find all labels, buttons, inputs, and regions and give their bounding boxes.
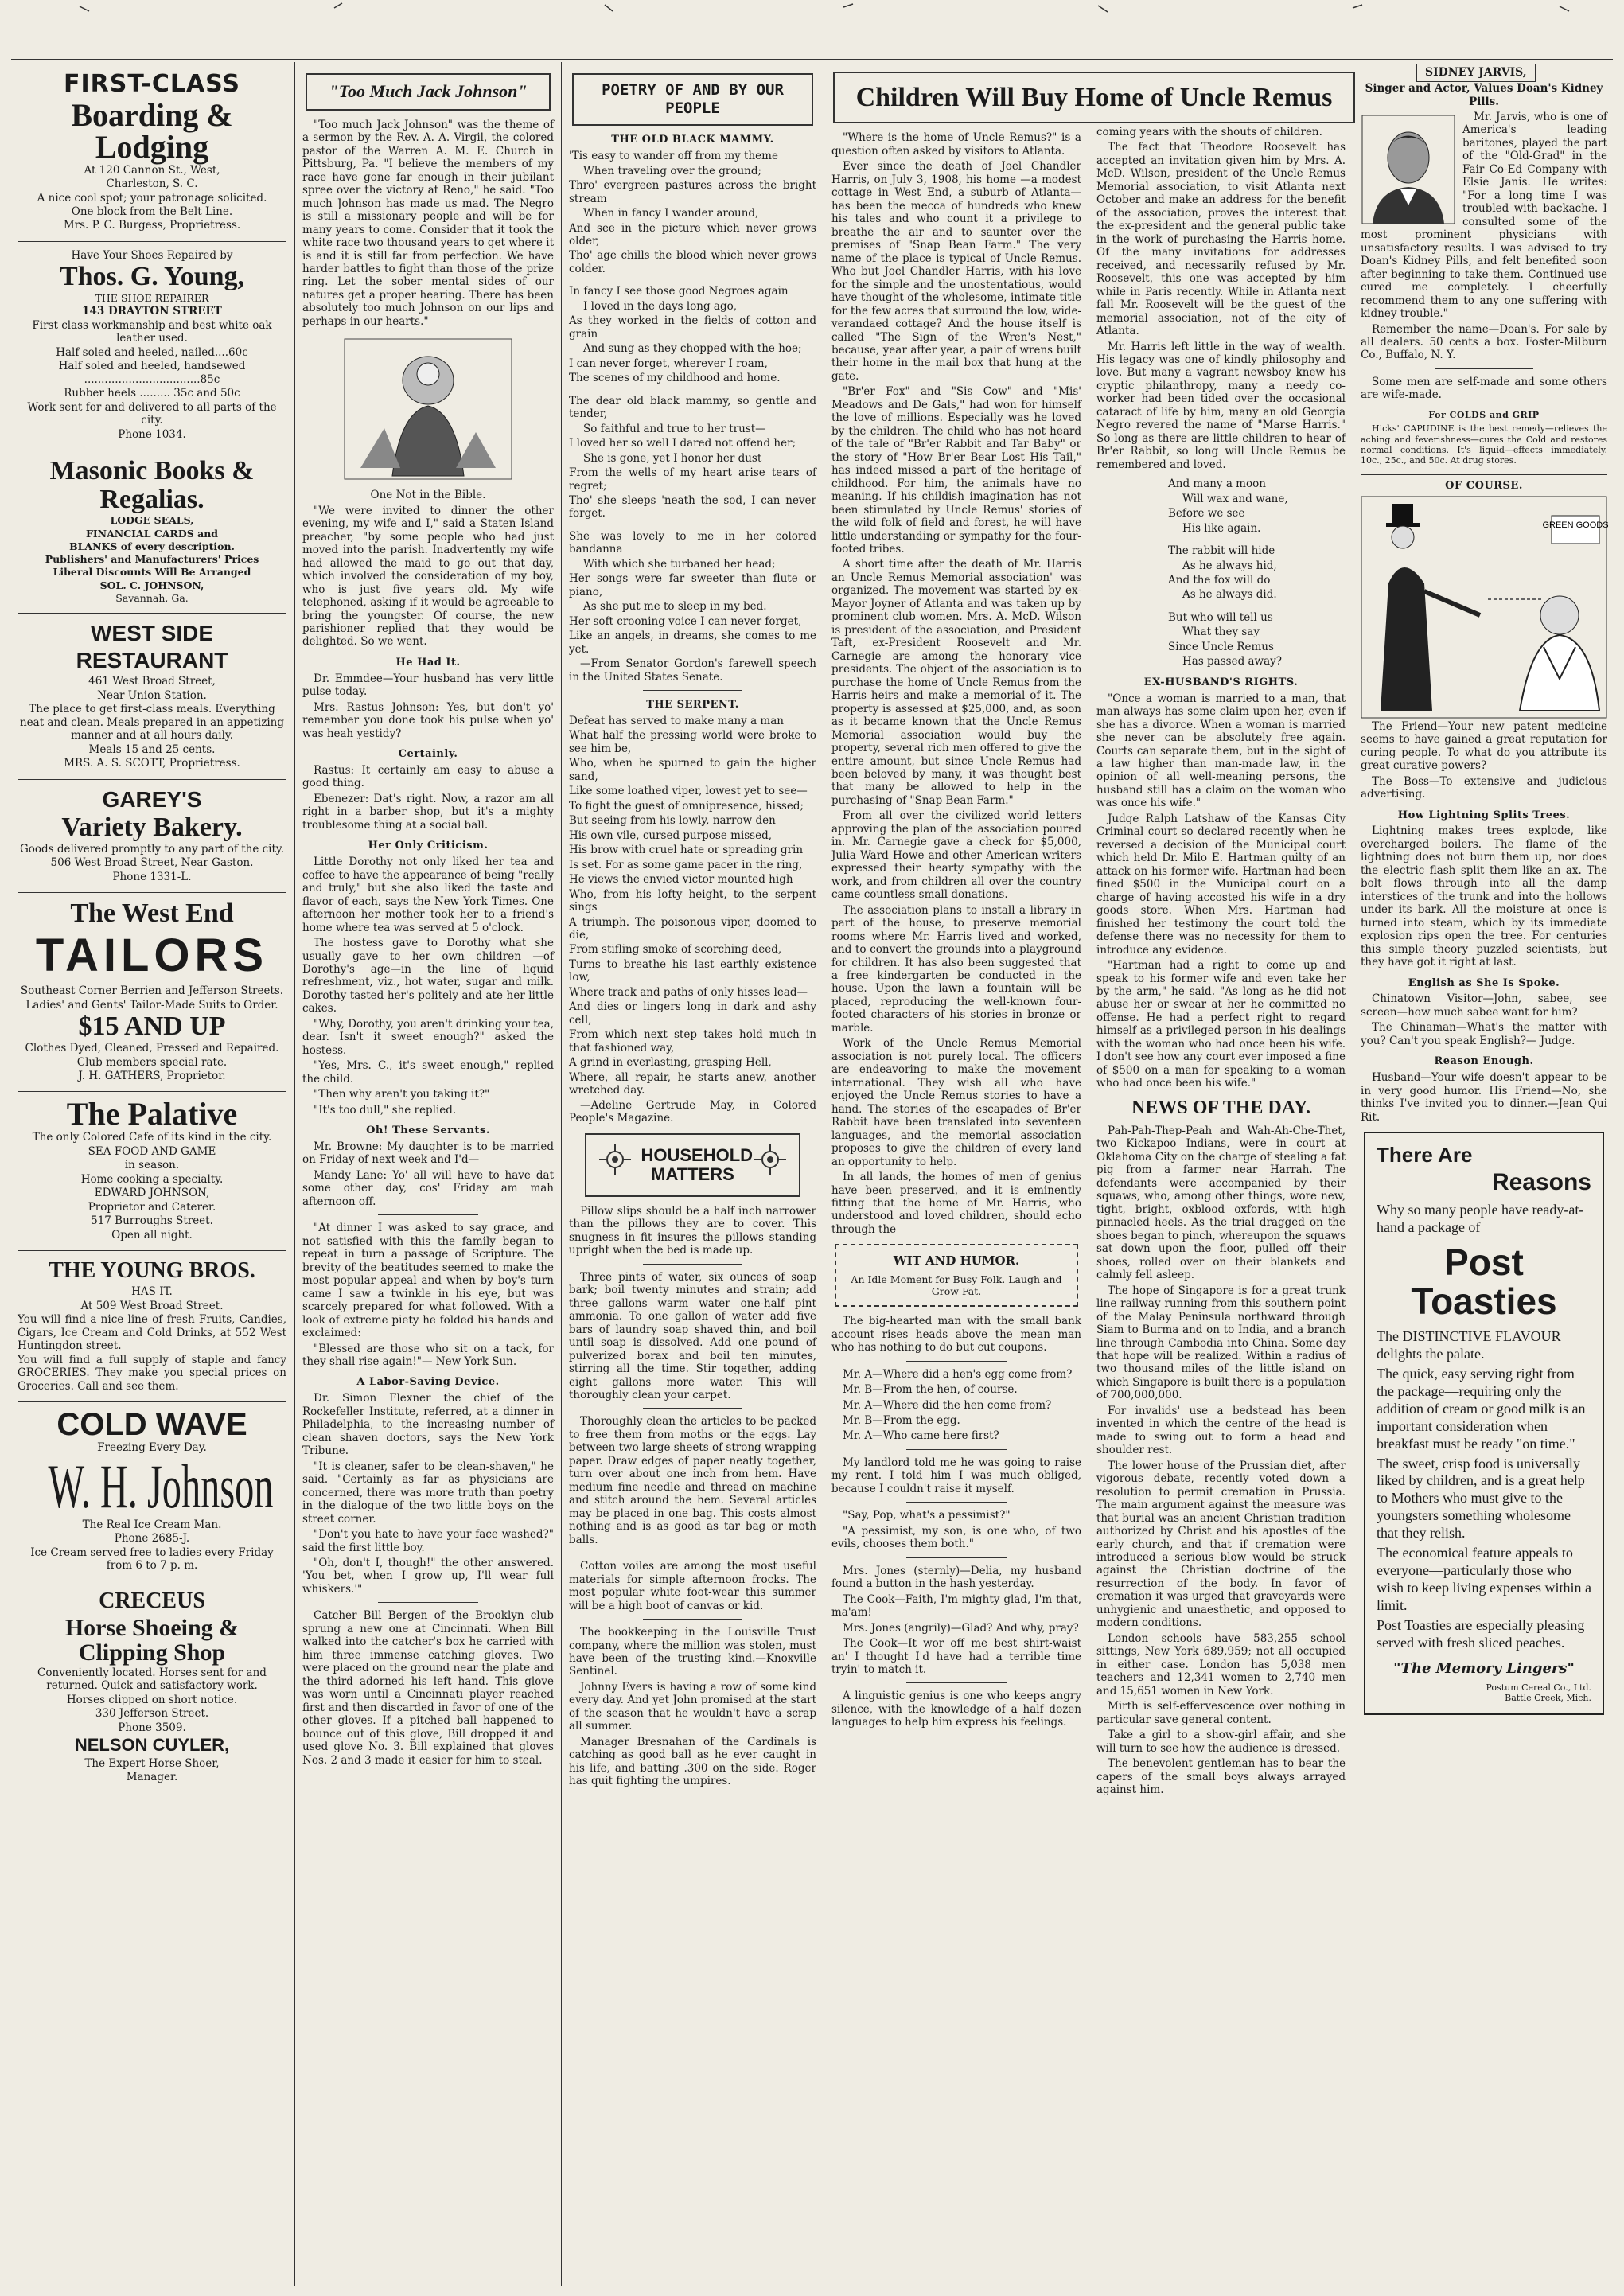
ad-line: Liberal Discounts Will Be Arranged	[53, 566, 251, 579]
ad-line: At 120 Cannon St., West,	[84, 163, 220, 177]
shoe-repair-ad	[18, 242, 286, 450]
ad-line: Work sent for and delivered to all parts of the city.	[27, 400, 277, 427]
ad-title: TAILORS	[35, 929, 269, 981]
article-paragraph: "Br'er Fox" and "Sis Cow" and "Mis' Meadows and De Gals," had won for himself the love of millions. Especially was he loved by the children. The child who has not heard of the tale of "Br'er Rabbit and Tar Baby" or the story of "How Br'er Bear Lost His Tail," has indeed missed a part of the heritage of childhood. For him, the animals have no meaning. If his childish imagination has not been stimulated by Uncle Remus' stories of the wild folk of field and forest, he will have little understanding or sympathy for the four-footed tribes.	[831, 385, 1081, 555]
ad-line: SEA FOOD AND GAME	[88, 1144, 216, 1158]
colds-ad-text: Hicks' CAPUDINE is the best remedy—relieves the aching and feverishness—cures the Cold and restores normal conditions. It's liquid—effects immediately. 10c., 25c., and 50c. At drug stores.	[1361, 423, 1607, 466]
article-paragraph: Pillow slips should be a half inch narrower than the pillows they are to cover. This snugness in fit insures the pillows standing upright when the bed is made up.	[569, 1204, 816, 1257]
article-paragraph: Take a girl to a show-girl affair, and she will turn to see how the audience is dressed.	[1096, 1729, 1346, 1755]
article-paragraph: Husband—Your wife doesn't appear to be in very good humor. His Friend—No, she thinks I've invited you to dinner.—Jean Qui Rit.	[1361, 1071, 1607, 1124]
ice-cream-ad	[18, 1402, 286, 1581]
poem-line: Her soft crooning voice I can never forget,	[569, 614, 802, 628]
restaurant-ad	[18, 614, 286, 780]
divider	[906, 1502, 1007, 1503]
article-paragraph: "It is cleaner, safer to be clean-shaven," he said. "Certainly as far as physicians are concerned, there was more truth than poetry in the dialogue of the two little boys on the street corner.	[302, 1460, 554, 1526]
poetry-column	[563, 64, 823, 2288]
preacher-illustration	[337, 333, 520, 484]
article-paragraph: The Cook—Faith, I'm mighty glad, I'm that, ma'am!	[831, 1592, 1081, 1620]
article-paragraph: "Too much Jack Johnson" was the theme of a sermon by the Rev. A. A. Virgil, the colored pastor of the Warren A. M. E. Church in Pittsburg, Pa. "I believe the members of my race have gone far enough in their jubilant spree over the victory at Reno," he said. "Too much Johnson has made us mad. The Negro is still a missionary people and will be for many years to come. Consider that it took the white race two thousand years to get where it is and it is still far from perfection. We have harder battles to fight than those of the prize ring. Let the sober mental sides of our natures get a proper hearing. There has been absolutely too much Johnson on our lips and perhaps in our hearts."	[302, 118, 554, 328]
poem-line: But seeing from his lowly, narrow den	[569, 814, 776, 828]
article-paragraph: Rastus: It certainly am easy to abuse a good thing.	[302, 764, 554, 790]
poem-line: A triumph. The poisonous viper, doomed to die,	[569, 915, 816, 941]
article-paragraph: The bookkeeping in the Louisville Trust company, where the million was stolen, must have been of the trusting kind.—Knoxville Sentinel.	[569, 1626, 816, 1678]
doans-ad-subheadline: Singer and Actor, Values Doan's Kidney Pills.	[1365, 82, 1603, 108]
article-paragraph: The hope of Singapore is for a great trunk line railway running from this southern point of the Malay Peninsula northward through Siam to Burma and on to India, and a branch line through Cambodia into China. Some day that hope will be realized. Within a radius of two thousand miles of the little island on which Singapore is built there is a population of 700,000,000.	[1096, 1284, 1346, 1402]
household-banner	[585, 1133, 800, 1197]
poem-line: Thro' evergreen pastures across the bright stream	[569, 179, 816, 205]
article-paragraph: Thoroughly clean the articles to be packed to free them from moths or the eggs. Lay between two large sheets of strong wrapping paper. Draw edges of paper neatly together, turn over about one inch from hem. Have medium fine needle and thread on machine and stitch around the hem. Several articles may be placed in one bag. This costs almost nothing and is as good as tar bag or moth balls.	[569, 1415, 816, 1546]
poem-line: Will wax and wane,	[1182, 492, 1288, 505]
ad-line: Club members special rate.	[76, 1055, 228, 1069]
jack-johnson-column	[296, 64, 560, 2288]
poem-line: In fancy I see those good Negroes again	[569, 285, 789, 298]
young-bros-ad	[18, 1251, 286, 1402]
ad-line: Savannah, Ga.	[115, 591, 189, 604]
ad-line: Freezing Every Day.	[97, 1441, 207, 1455]
ad-line: 330 Jefferson Street.	[95, 1707, 209, 1721]
ad-line: Near Union Station.	[97, 688, 207, 702]
ads-right-column	[1354, 64, 1614, 2288]
article-paragraph: A short time after the death of Mr. Harris an Uncle Remus Memorial association" was organized. The movement was started by ex-Mayor Joyner of Atlanta and was taken up by prominent club women. Mrs. A. McD. Wilson is president of the association, and President Taft, ex-President Roosevelt and Mr. Carnegie are among the honorary vice presidents. The object of the association is to purchase the home of Uncle Remus from the Harris heirs and make a memorial of it. The property is assessed at $25,000, and, as soon as it became known that the Uncle Remus Memorial association would buy the property, several rich men offered to give the entire amount, but since Uncle Remus had been beloved by many, it was thought best that many be allowed to help in the purchasing of "Snap Bean Farm."	[831, 558, 1081, 807]
poem-spacer	[569, 387, 816, 393]
article-paragraph: The association plans to install a library in part of the house, to preserve memorial rooms where Mr. Harris lived and worked, and to convert the grounds into a playground for children. It has also been suggested that a free kindergarten be conducted in the house. Upon the lawn a fountain will be placed, reproducing the well-known four-footed characters of his stories in bronze or marble.	[831, 903, 1081, 1035]
divider	[378, 1602, 478, 1603]
article-paragraph: "Once a woman is married to a man, that man always has some claim upon her, even if she has a divorce. When a woman is married she never can be absolutely free again. Courts can separate them, but in the sight of a law higher than man-made law, in the opinion of all well-meaning persons, the husband still has a claim on the woman who was once his wife."	[1096, 692, 1346, 810]
divider	[906, 1361, 1007, 1362]
divider	[906, 1449, 1007, 1450]
article-paragraph: "We were invited to dinner the other evening, my wife and I," said a Staten Island preacher, "by some people who had just moved into the parish. Inadvertently my wife had allowed the maid to go out that day, which involved the consideration of my boy, who is just five years old. My wife telephoned, asking if it would be agreeable to bring the youngster. Of course, the new parishioner replied that they would be delighted. So we went.	[302, 504, 554, 649]
ad-line: The Real Ice Cream Man.	[82, 1518, 222, 1531]
pt-text: The DISTINCTIVE FLAVOUR delights the palate.	[1377, 1327, 1561, 1362]
poem-spacer	[1168, 603, 1346, 610]
article-paragraph: "Blessed are those who sit on a tack, for they shall rise again!"— New York Sun.	[302, 1342, 554, 1369]
pt-text: The quick, easy serving right from the package—requiring only the addition of cream or good milk is an important consideration when breakfast must be ready "on time."	[1377, 1365, 1586, 1452]
poem-line: From which next step takes hold much in that fashioned way,	[569, 1028, 816, 1054]
article-paragraph: "Hartman had a right to come up and speak to his former wife and even take her by the arm," he said. "As long as he did not abuse her or swear at her he committed no offense. He had a perfect right to regard himself as a privileged person in his dealings with the woman who had once been his wife. I don't see how any court ever imposed a fine of $500 on a man for speaking to a woman who had once been his wife."	[1096, 959, 1346, 1090]
section-heading: Reason Enough.	[1434, 1055, 1534, 1068]
article-paragraph: "A pessimist, my son, is one who, of two evils, chooses them both."	[831, 1524, 1081, 1551]
poem-line: Who, when he spurned to gain the higher sand,	[569, 757, 816, 783]
boarding-ad	[18, 64, 286, 242]
ad-price: $15 AND UP	[78, 1012, 226, 1042]
ad-line: Ladies' and Gents' Tailor-Made Suits to Order.	[25, 998, 278, 1012]
article-paragraph: The Boss—To extensive and judicious advertising.	[1361, 774, 1607, 801]
poem-line: She was lovely to me in her colored bandanna	[569, 529, 816, 556]
poem-title: THE OLD BLACK MAMMY.	[611, 134, 774, 146]
wit-humor-box	[835, 1244, 1078, 1307]
article-paragraph: Mr. B—From the egg.	[843, 1413, 960, 1427]
ad-title: RESTAURANT	[76, 648, 228, 673]
pt-text: The economical feature appeals to everyone—particularly those who wish to keep living expenses within a limit.	[1377, 1545, 1591, 1614]
ad-title: CRECEUS	[99, 1588, 205, 1614]
ad-title: Clipping Shop	[78, 1639, 226, 1666]
ad-line: Horses clipped on short notice.	[66, 1693, 238, 1706]
article-paragraph: "Say, Pop, what's a pessimist?"	[843, 1509, 1011, 1522]
article-paragraph: Mr. A—Where did a hen's egg come from?	[843, 1367, 1073, 1381]
article-paragraph: Little Dorothy not only liked her tea and coffee to have the appearance of being "really and truly," but she also liked the taste and flavor of each, says the New York Times. One afternoon her mother took her to a friend's home where tea was served at 5 o'clock.	[302, 856, 554, 934]
poem-line: He views the envied victor mounted high	[569, 873, 793, 887]
pt-slogan: "The Memory Lingers"	[1393, 1660, 1575, 1678]
ad-line: THE SHOE REPAIRER	[95, 292, 209, 305]
article-paragraph: Mandy Lane: Yo' all will have to have dat some other day, cos' Friday am mah afternoon off.	[302, 1168, 554, 1208]
article-paragraph: Lightning makes trees explode, like overcharged boilers. The flame of the lightning does not burn them up, nor does the electric flash split them like an ax. The bolt flows through into all the damp interstices of the trunk and into the hollows under its bark. All the moisture at once is turned into steam, which by its immediate explosion rips open the tree. For centuries this simple theory puzzled scientists, but they have got it right at last.	[1361, 824, 1607, 969]
flower-ornament-icon	[746, 1140, 794, 1179]
poem-line: Turns to breathe his last earthly existence low,	[569, 957, 816, 984]
poem-spacer	[1168, 536, 1346, 543]
ad-line: Meals 15 and 25 cents.	[88, 743, 216, 756]
poem-line: What they say	[1182, 626, 1260, 639]
poem-line: Is set. For as some game pacer in the ring,	[569, 858, 803, 871]
article-paragraph: Mr. A—Where did the hen come from?	[843, 1398, 1052, 1412]
ad-line: Phone 3509.	[118, 1721, 186, 1734]
uncle-remus-headline: Children Will Buy Home of Uncle Remus	[833, 72, 1355, 123]
poem-line: As she put me to sleep in my bed.	[583, 600, 767, 614]
section-heading: OF COURSE.	[1361, 474, 1607, 493]
poem-line: When traveling over the ground;	[583, 164, 762, 177]
ad-line: At 509 West Broad Street.	[80, 1299, 224, 1312]
ad-line: Ice Cream served free to ladies every Friday from 6 to 7 p. m.	[30, 1546, 274, 1572]
article-paragraph: Manager Bresnahan of the Cardinals is catching as good ball as he ever caught in his life, and batting .300 on the side. Roger has quit fighting the umpires.	[569, 1735, 816, 1788]
article-paragraph: Chinatown Visitor—John, sabee, see screen—how much sabee want for him?	[1361, 992, 1607, 1019]
pt-text: Why so many people have ready-at-hand a package of	[1377, 1202, 1584, 1236]
ads-column	[11, 64, 293, 2288]
section-heading: He Had It.	[395, 656, 461, 669]
article-paragraph: The hostess gave to Dorothy what she usually gave to her own children —of Dorothy's age—in the line of liquid refreshment, viz., hot water, sugar and milk. Dorothy tasted her's politely and ate her little cakes.	[302, 937, 554, 1015]
bakery-ad	[18, 780, 286, 893]
pt-maker: Battle Creek, Mich.	[1505, 1693, 1591, 1704]
article-paragraph: Pah-Pah-Thep-Peah and Wah-Ah-Che-Thet, two Kickapoo Indians, were in court at Oklahoma City on the charge of stealing a fat pig from a farmer near Harrah. The defendants were accompanied by their squaws, who, among other things, wore new, tight, bright, oxblood oxfords, with high pinnacled heels. As the trial dragged on the shoes began to pinch, whereupon the squaws sat down upon the floor, pulled off their shoes, rolled over on their blankets and calmly fell asleep.	[1096, 1125, 1346, 1282]
poem-spacer	[569, 277, 816, 283]
ad-line: MRS. A. S. SCOTT, Proprietress.	[64, 757, 240, 770]
ad-line: Phone 1331-L.	[112, 870, 192, 883]
ad-line: 517 Burroughs Street.	[91, 1214, 213, 1228]
ad-line: SOL. C. JOHNSON,	[99, 579, 204, 591]
poem-line: The scenes of my childhood and home.	[569, 372, 781, 385]
cartoon-illustration	[1361, 496, 1607, 719]
poem-line: I can never forget, wherever I roam,	[569, 357, 768, 370]
article-paragraph: Johnny Evers is having a row of some kind every day. And yet John promised at the start of the season that he wouldn't have a scrap all summer.	[569, 1680, 816, 1733]
ad-line: You will find a full supply of staple and fancy GROCERIES. They make you special prices on Groceries. Call and see them.	[18, 1353, 286, 1393]
ad-title: Thos. G. Young,	[59, 262, 245, 292]
poem-line: As he always hid,	[1182, 559, 1277, 572]
section-heading: EX-HUSBAND'S RIGHTS.	[1143, 676, 1299, 688]
divider	[1435, 368, 1533, 369]
poem-line: As he always did.	[1182, 588, 1277, 602]
article-paragraph: Mr. Harris left little in the way of wealth. His legacy was one of kindly philosophy and love. But many a vagrant newsboy knew his cryptic philanthropy, many a needy co-worker had been tided over the occasional cataract of life by him, many an old Georgia Negro revered the name of "Marse Harris." So long as there are little children to hear of Br'er Rabbit, so long will Uncle Remus be remembered and loved.	[1096, 340, 1346, 471]
ad-line: 461 West Broad Street,	[88, 675, 216, 688]
poem-line: Has passed away?	[1182, 655, 1283, 669]
wit-headline: WIT AND HUMOR.	[893, 1253, 1020, 1269]
article-paragraph: The lower house of the Prussian diet, after vigorous debate, recently voted down a resolution to permit cremation in Prussia. The main argument against the measure was that burial was an ancient Christian tradition authorized by Christ and his apostles of the early church, and that if cremation were introduced a serious blow would be struck against the Christian doctrine of the resurrection of the body. In favor of cremation it was urged that graveyards were unhygienic and unaesthetic, and opposed to modern conditions.	[1096, 1459, 1346, 1630]
cartoon-sign-label: GREEN GOODS	[1542, 520, 1609, 530]
article-paragraph: "At dinner I was asked to say grace, and not satisfied with this the family began to repeat in turn a passage of Scripture. The brevity of the beatitudes seemed to make the most popular appeal and when by boy's turn came I saw a twinkle in his eye, but was scarcely prepared for what followed. With a look of extreme piety he folded his hands and exclaimed:	[302, 1222, 554, 1340]
poem-line: But who will tell us	[1168, 610, 1273, 624]
horse-shoeing-ad	[18, 1581, 286, 1792]
article-paragraph: Ebenezer: Dat's right. Now, a razor am all right in a barber shop, but it's a mighty troublesome thing at a social ball.	[302, 792, 554, 832]
ad-line: Manager.	[126, 1771, 178, 1784]
ad-line: LODGE SEALS,	[110, 514, 194, 527]
poem-line: I loved her so well I dared not offend her;	[569, 437, 796, 450]
section-heading: Oh! These Servants.	[366, 1125, 490, 1137]
ad-line: Half soled and heeled, nailed....60c	[56, 345, 248, 359]
article-paragraph: The big-hearted man with the small bank account rises heads above the mean man who has nothing to do but cut coupons.	[831, 1315, 1081, 1355]
ad-line: One block from the Belt Line.	[71, 205, 233, 218]
poem-line: As they worked in the fields of cotton and grain	[569, 314, 816, 341]
doans-ad-headline: SIDNEY JARVIS,	[1416, 64, 1536, 82]
article-paragraph: "Yes, Mrs. C., it's sweet enough," replied the child.	[302, 1059, 554, 1086]
news-headline: NEWS OF THE DAY.	[1131, 1097, 1310, 1118]
article-paragraph: Dr. Emmdee—Your husband has very little pulse today.	[302, 672, 554, 699]
poem-credit: —From Senator Gordon's farewell speech in the United States Senate.	[569, 657, 816, 684]
article-paragraph: "Don't you hate to have your face washed?" said the first little boy.	[302, 1528, 554, 1554]
poem-line: Before we see	[1168, 507, 1245, 520]
ad-line: FINANCIAL CARDS and	[85, 527, 219, 540]
article-paragraph: Mr. A—Who came here first?	[843, 1429, 999, 1443]
article-paragraph: Ever since the death of Joel Chandler Harris, on July 3, 1908, his home —a modest cottage in West End, a suburb of Atlanta—has been the mecca of hundreds who knew his tales and who count it a privilege to breathe the air and to saunter over the premises of "Snap Bean Farm." The very name of the place is typical of Uncle Remus. Who but Joel Chandler Harris, with his love for the simple and the unostentatious, would have thought of the wholesome, intimate title for the few acres that surround the low, wide-verandaed cottage? And the house itself is called "The Sign of the Wren's Nest," because, year after year, a pair of wrens built their home in the mail box that hung at the gate.	[831, 160, 1081, 383]
divider	[906, 1682, 1007, 1683]
ad-line: Have Your Shoes Repaired by	[71, 248, 233, 262]
article-paragraph: "Oh, don't I, though!" the other answered. 'You bet, when I grow up, I'll wear full whiskers.'"	[302, 1556, 554, 1596]
poem-line: His own vile, cursed purpose missed,	[569, 828, 773, 842]
article-paragraph: The Friend—Your new patent medicine seems to have gained a great reputation for curing people. To what do you attribute its great curative powers?	[1361, 719, 1607, 773]
ad-line: in season.	[124, 1159, 180, 1172]
ad-line: J. H. GATHERS, Proprietor.	[78, 1070, 226, 1082]
article-paragraph: Mr. B—From the hen, of course.	[843, 1383, 1018, 1397]
ad-title: The West End	[70, 899, 234, 928]
remus-continued-column	[1090, 126, 1352, 2288]
masonic-ad	[18, 450, 286, 614]
article-paragraph: coming years with the shouts of children.	[1096, 126, 1322, 138]
column-rule	[294, 62, 295, 2286]
post-toasties-ad	[1364, 1132, 1604, 1715]
poetry-headline: POETRY OF AND BY OUR PEOPLE	[572, 73, 813, 126]
ad-line: Phone 1034.	[118, 427, 186, 441]
pt-text: Post Toasties are especially pleasing served with fresh sliced peaches.	[1377, 1617, 1585, 1651]
pt-maker: Postum Cereal Co., Ltd.	[1486, 1682, 1591, 1693]
article-paragraph: Mrs. Jones (angrily)—Glad? And why, pray?	[843, 1621, 1079, 1635]
article-paragraph: Mirth is self-effervescence over nothing in particular save general content.	[1096, 1700, 1346, 1726]
article-paragraph: Work of the Uncle Remus Memorial association is not purely local. The officers are endeavoring to make the movement international. They wish all who have enjoyed the Uncle Remus stories to have a hand. The stories of the escapades of Br'er Rabbit have been translated into seventeen languages, and the memorial association proposes to give the children of every land an opportunity to help.	[831, 1037, 1081, 1168]
ad-line: Open all night.	[111, 1228, 193, 1242]
ad-line: HAS IT.	[131, 1285, 173, 1299]
poem-line: From stifling smoke of scorching deed,	[569, 943, 782, 957]
article-paragraph: A linguistic genius is one who keeps angry silence, with the knowledge of a half dozen languages to help him express his feelings.	[831, 1690, 1081, 1729]
pt-headline: There Are	[1377, 1143, 1473, 1167]
poem-line: With which she turbaned her head;	[583, 557, 776, 571]
article-paragraph: In all lands, the homes of men of genius have been preserved, and it is eminently fitting that the home of Mr. Harris, who understood and loved children, should echo through the	[831, 1171, 1081, 1236]
article-paragraph: Dr. Simon Flexner the chief of the Rockefeller Institute, referred, at a dinner in Philadelphia, to the increasing number of clean shaven doctors, says the New York Tribune.	[302, 1392, 554, 1458]
article-paragraph: Three pints of water, six ounces of soap bark; boil twenty minutes and strain; add three gallons warm water one-half pint ammonia. To one gallon of water add five bars of laundry soap shaved thin, and boil until soap is dissolved. Add one pound of pulverized borax and boil ten minutes, stirring all the time. Stir together, adding eight gallons more water. This will thoroughly clean your carpet.	[569, 1270, 816, 1401]
poem-line: She is gone, yet I honor her dust	[583, 451, 762, 465]
remus-poem	[1096, 478, 1346, 669]
divider	[643, 1408, 742, 1409]
ad-title: The Palative	[66, 1096, 238, 1132]
poem-line: Tho' she sleeps 'neath the sod, I can never forget.	[569, 493, 816, 520]
ad-line: Charleston, S. C.	[106, 177, 198, 191]
ad-title: Boarding & Lodging	[71, 96, 233, 165]
poem-line: Tho' age chills the blood which never grows colder.	[569, 249, 816, 275]
top-rule	[11, 59, 1613, 60]
ad-title: Horse Shoeing &	[64, 1614, 240, 1641]
divider	[643, 690, 742, 691]
section-heading: English as She Is Spoke.	[1408, 976, 1560, 989]
poem-line: What half the pressing world were broke to see him be,	[569, 729, 816, 755]
article-paragraph: "Where is the home of Uncle Remus?" is a question often asked by visitors to Atlanta.	[831, 131, 1081, 158]
pt-headline: Reasons	[1491, 1168, 1591, 1195]
ad-line: The place to get first-class meals. Everything neat and clean. Meals prepared in an appetizing manner and at all hours daily.	[19, 703, 285, 743]
colds-ad-headline: For COLDS and GRIP	[1428, 409, 1540, 420]
article-paragraph: The Cook—It wor off me best shirt-waist an' I thought I'd have had a terrible time tryin' to match it.	[831, 1637, 1081, 1677]
article-paragraph: Cotton voiles are among the most useful materials for simple afternoon frocks. The most popular white foot-wear this summer will be a high boot of canvas or kid.	[569, 1560, 816, 1612]
article-headline: "Too Much Jack Johnson"	[306, 73, 551, 111]
ad-title: Regalias.	[99, 484, 204, 514]
section-heading: A Labor-Saving Device.	[356, 1376, 500, 1389]
article-paragraph: For invalids' use a bedstead has been invented in which the centre of the head is made to swing out to form a head and shoulder rest.	[1096, 1404, 1346, 1457]
divider	[643, 1619, 742, 1620]
article-paragraph: Judge Ralph Latshaw of the Kansas City Criminal court so declared recently when he reversed a decision of the Municipal court which held Dr. Milo E. Hartman guilty of an attack on his former wife. Hartman had been fined $500 in the Municipal court on a charge of having accosted his wife in a dry goods store. When Mrs. Hartman had finished her testimony the court told the defense there was no necessity for them to introduce any evidence.	[1096, 812, 1346, 957]
poem-line: And see in the picture which never grows older,	[569, 221, 816, 248]
cafe-ad	[18, 1092, 286, 1251]
poem-credit: —Adeline Gertrude May, in Colored People's Magazine.	[569, 1098, 816, 1125]
section-heading: How Lightning Splits Trees.	[1397, 809, 1571, 821]
poem-line: From the wells of my heart arise tears of regret;	[569, 466, 816, 493]
doans-ad-text: Mr. Jarvis, who is one of America's leading baritones, played the part of the "Old-Grad" in the Fair Co-Ed Company with Elsie Janis. He writes: "For a long time I was troubled with backache. I consulted some of the most prominent physicians with unsatisfactory results. I was advised to try Doan's Kidney Pills, and felt benefited soon after beginning to take them. Continued use cured me completely. I cheerfully recommend them to any one suffering with kidney trouble."	[1361, 111, 1607, 321]
doans-ad-text: Remember the name—Doan's. For sale by all dealers. 50 cents a box. Foster-Milburn Co., Buffalo, N. Y.	[1361, 322, 1607, 362]
ad-line: The only Colored Cafe of its kind in the city.	[32, 1131, 272, 1144]
article-paragraph: Mr. Browne: My daughter is to be married on Friday of next week and I'd—	[302, 1140, 554, 1167]
ad-title: FIRST-CLASS	[63, 70, 241, 98]
illustration-caption: One Not in the Bible.	[370, 489, 486, 502]
ad-title: COLD WAVE	[56, 1407, 247, 1443]
ad-title: Variety Bakery.	[61, 812, 243, 842]
ad-line: Goods delivered promptly to any part of the city.	[19, 842, 285, 856]
ad-line: Clothes Dyed, Cleaned, Pressed and Repaired.	[25, 1042, 279, 1055]
ad-line: You will find a nice line of fresh Fruits, Candies, Cigars, Ice Cream and Cold Drinks, at 552 West Huntingdon street.	[18, 1313, 286, 1353]
ad-title: W. H. Johnson	[48, 1451, 274, 1521]
article-paragraph: The Chinaman—What's the matter with you? Can't you speak English?— Judge.	[1361, 1021, 1607, 1047]
poem-line: So faithful and true to her trust—	[583, 422, 766, 435]
poem-line: Since Uncle Remus	[1168, 640, 1274, 653]
divider	[378, 1214, 478, 1215]
poem-line: Where track and paths of only hisses lead—	[569, 985, 808, 999]
poem-line: Who, from his lofty height, to the serpent sings	[569, 887, 816, 914]
ad-line: Conveniently located. Horses sent for and returned. Quick and satisfactory work.	[37, 1666, 267, 1693]
poem-line: And the fox will do	[1168, 574, 1271, 587]
article-paragraph: Mrs. Jones (sternly)—Delia, my husband found a button in the hash yesterday.	[831, 1564, 1081, 1591]
poem-line: And sung as they chopped with the hoe;	[583, 342, 802, 356]
ad-line: 143 DRAYTON STREET	[82, 305, 222, 318]
divider	[906, 1557, 1007, 1558]
poem-line: A grind in everlasting, grasping Hell,	[569, 1056, 772, 1070]
article-paragraph: The fact that Theodore Roosevelt has accepted an invitation given him by Mrs. A. McD. Wilson, president of the Uncle Remus Memorial association, to visit Atlanta next October and make an address for the benefit of the association, proves the interest that the ex-president and the general public take in the work of purchasing the Harris home. Of the many invitations for addresses received, and necessarily refused by Mr. Roosevelt, this one was accepted by him while in Paris recently. While in Atlanta next fall Mr. Roosevelt will be the guest of the memorial association, not of the city of Atlanta.	[1096, 141, 1346, 338]
flower-ornament-icon	[591, 1140, 639, 1179]
article-paragraph: Mrs. Rastus Johnson: Yes, but don't yo' remember you done took his pulse when yo' was heah yestidy?	[302, 700, 554, 740]
ad-line: EDWARD JOHNSON,	[94, 1187, 210, 1200]
ad-line: Publishers' and Manufacturers' Prices	[45, 553, 259, 566]
poem-line: I loved in the days long ago,	[583, 299, 738, 313]
poem-line: His like again.	[1182, 521, 1261, 535]
poem-line: When in fancy I wander around,	[583, 207, 759, 220]
ad-title: THE YOUNG BROS.	[49, 1258, 255, 1284]
ad-line: Half soled and heeled, handsewed ..................................85c	[58, 360, 246, 386]
poem-line: The rabbit will hide	[1168, 544, 1275, 558]
tailors-ad	[18, 893, 286, 1092]
wit-subheadline: An Idle Moment for Busy Folk. Laugh and Grow Fat.	[851, 1273, 1062, 1297]
column-rule	[561, 62, 562, 2286]
article-paragraph: From all over the civilized world letters approving the plan of the association poured in. Mr. Carnegie gave a check for $5,000, Julia Ward Howe and other American writers expressed their hearty sympathy with the work, and from children all over the country came countless small donations.	[831, 809, 1081, 902]
article-paragraph: My landlord told me he was going to raise my rent. I told him I was much obliged, because I couldn't raise it myself.	[831, 1456, 1081, 1495]
ad-line: Mrs. P. C. Burgess, Proprietress.	[63, 219, 241, 232]
article-paragraph: Some men are self-made and some others are wife-made.	[1361, 375, 1607, 402]
article-paragraph: "Why, Dorothy, you aren't drinking your tea, dear. Isn't it sweet enough?" asked the hostess.	[302, 1017, 554, 1057]
poem-line: His brow with cruel hate or spreading grin	[569, 844, 804, 857]
ad-line: BLANKS of every description.	[69, 540, 235, 552]
ad-title: NELSON CUYLER,	[74, 1734, 230, 1755]
article-paragraph: Catcher Bill Bergen of the Brooklyn club sprung a new one at Cincinnati. When Bill walked into the catcher's box he carried with him three immense catching gloves. Two were placed on the ground near the plate and the third adorned his left hand. This glove was worn until a Cincinnati player reached first and then discarded in favor of one of the other gloves. If a pitched ball happened to bounce out of this glove, Bill dropped it and used glove No. 3. Bill explained that gloves Nos. 2 and 3 made it easier for him to steal.	[302, 1609, 554, 1767]
ad-line: A nice cool spot; your patronage solicited.	[37, 191, 267, 205]
poem-line: Defeat has served to make many a man	[569, 714, 784, 727]
ad-line: First class workmanship and best white oak leather used.	[32, 318, 272, 345]
poem-line: And many a moon	[1168, 478, 1266, 491]
ad-title: WEST SIDE	[90, 621, 213, 646]
ad-line: Proprietor and Caterer.	[88, 1200, 216, 1214]
section-heading: Certainly.	[398, 748, 458, 761]
article-paragraph: The benevolent gentleman has to bear the capers of the small boys always arrayed against him.	[1096, 1757, 1346, 1796]
ad-line: Phone 2685-J.	[114, 1532, 190, 1546]
ad-line: The Expert Horse Shoer,	[84, 1756, 220, 1770]
ad-title: Masonic Books &	[49, 456, 255, 486]
poem-line: 'Tis easy to wander off from my theme	[569, 150, 778, 163]
poem-line: The dear old black mammy, so gentle and tender,	[569, 394, 816, 421]
poem-line: And dies or lingers long in dark and ashy cell,	[569, 1000, 816, 1027]
poem-spacer	[569, 522, 816, 528]
article-paragraph: "It's too dull," she replied.	[314, 1103, 457, 1117]
pt-text: The sweet, crisp food is universally liked by children, and is a great help to Mothers who must give to the youngsters something wholesome that they relish.	[1377, 1455, 1585, 1542]
ad-line: Rubber heels ......... 35c and 50c	[64, 387, 240, 400]
divider	[643, 1264, 742, 1265]
ad-line: 506 West Broad Street, Near Gaston.	[50, 856, 254, 870]
poem-line: Where, all repair, he starts anew, another wretched day.	[569, 1070, 816, 1097]
portrait-illustration	[1361, 114, 1456, 225]
poem-line: Her songs were far sweeter than flute or piano,	[569, 572, 816, 598]
poem-line: Like some loathed viper, lowest yet to see—	[569, 785, 808, 798]
pt-brand: Toasties	[1411, 1280, 1557, 1322]
ad-title: GAREY'S	[102, 786, 202, 812]
section-heading: Her Only Criticism.	[368, 840, 489, 852]
ad-line: Southeast Corner Berrien and Jefferson Streets.	[20, 984, 284, 998]
article-paragraph: London schools have 583,255 school sittings, New York 689,959; not all occupied in either case. London has 5,038 men teachers and 12,341 women to 2,740 men and 15,651 women in New York.	[1096, 1631, 1346, 1698]
torn-edge-marks	[0, 0, 1624, 24]
household-headline: HOUSEHOLD MATTERS	[641, 1144, 754, 1184]
poem-line: Like an angels, in dreams, she comes to me yet.	[569, 630, 816, 656]
poem-title: THE SERPENT.	[646, 699, 739, 711]
poem-line: To fight the guest of omnipresence, hissed;	[569, 799, 804, 813]
pt-brand: Post	[1444, 1242, 1524, 1284]
ad-line: Home cooking a specialty.	[80, 1172, 224, 1186]
article-paragraph: "Then why aren't you taking it?"	[314, 1088, 490, 1101]
